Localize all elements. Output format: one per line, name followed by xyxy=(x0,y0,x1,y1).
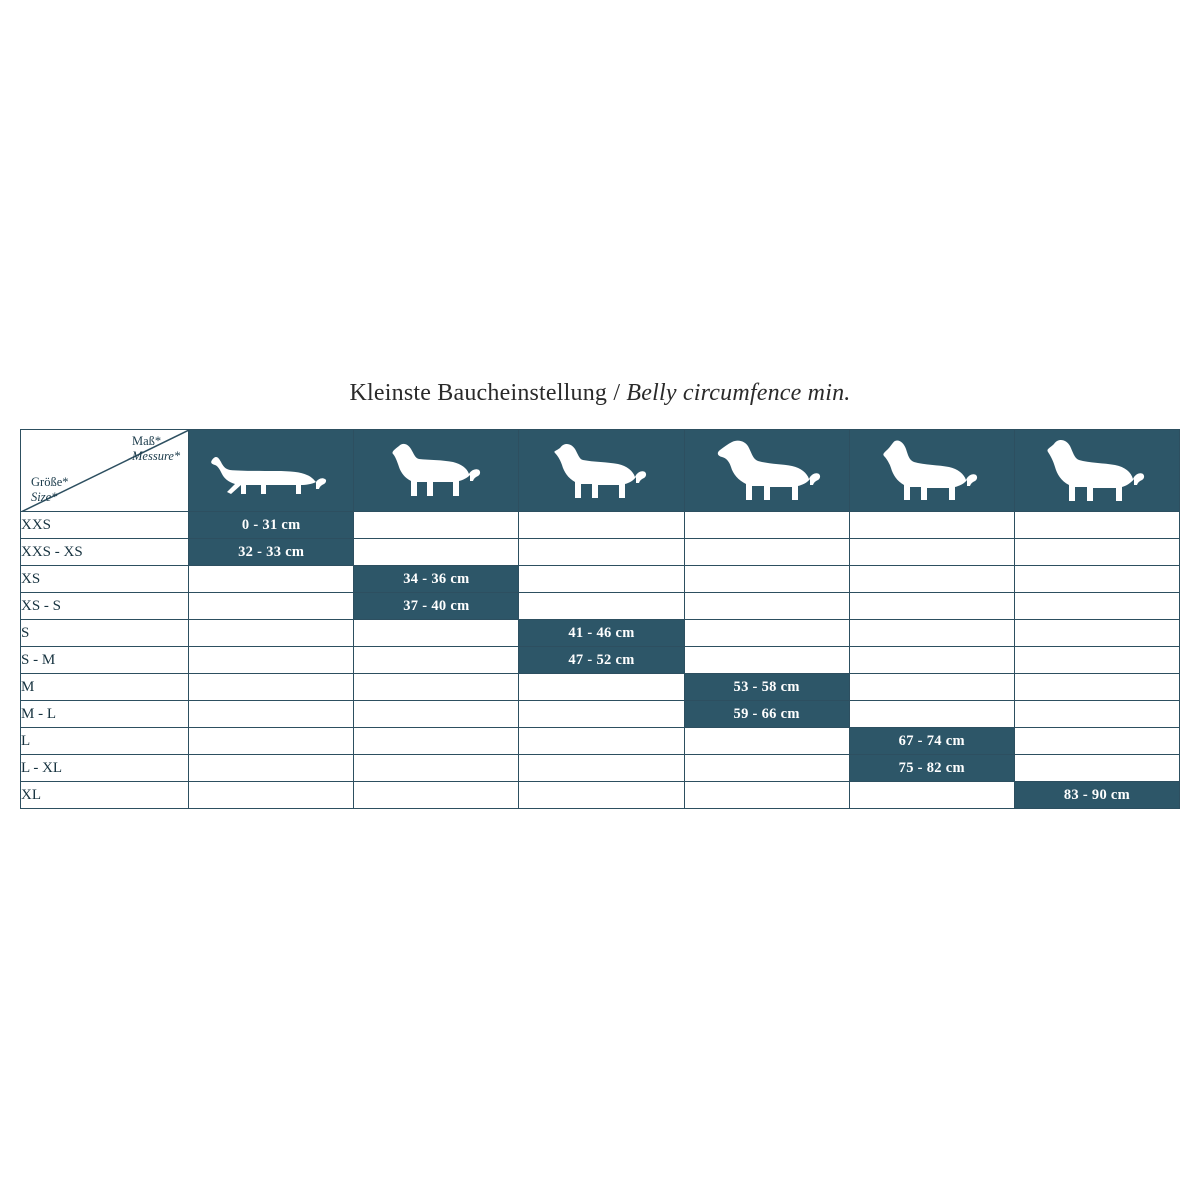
measurement-cell: 0 - 31 cm xyxy=(189,512,354,539)
empty-cell xyxy=(519,539,684,566)
empty-cell xyxy=(849,566,1014,593)
empty-cell xyxy=(519,728,684,755)
empty-cell xyxy=(354,728,519,755)
measurement-cell: 83 - 90 cm xyxy=(1014,782,1179,809)
empty-cell xyxy=(849,539,1014,566)
title-english: Belly circumfence min. xyxy=(626,380,851,406)
header-pointer-icon-cell xyxy=(519,430,684,512)
empty-cell xyxy=(684,566,849,593)
measurement-cell: 34 - 36 cm xyxy=(354,566,519,593)
empty-cell xyxy=(849,701,1014,728)
empty-cell xyxy=(354,782,519,809)
empty-cell xyxy=(519,701,684,728)
table-row xyxy=(21,701,1180,728)
great-dane-icon xyxy=(1038,436,1156,506)
size-header xyxy=(31,475,69,506)
title-separator: / xyxy=(613,380,621,406)
page-title xyxy=(20,380,1180,407)
pointer-icon xyxy=(546,438,656,504)
table-row xyxy=(21,782,1180,809)
empty-cell xyxy=(1014,674,1179,701)
header-great-dane-icon-cell xyxy=(1014,430,1179,512)
empty-cell xyxy=(354,539,519,566)
header-schnauzer-icon-cell xyxy=(684,430,849,512)
empty-cell xyxy=(519,782,684,809)
empty-cell xyxy=(684,782,849,809)
empty-cell xyxy=(1014,755,1179,782)
size-cell: L - XL xyxy=(21,755,189,782)
terrier-icon xyxy=(381,440,491,502)
measurement-cell: 59 - 66 cm xyxy=(684,701,849,728)
table-row xyxy=(21,566,1180,593)
table-row xyxy=(21,512,1180,539)
empty-cell xyxy=(849,512,1014,539)
empty-cell xyxy=(849,647,1014,674)
size-cell: S - M xyxy=(21,647,189,674)
measurement-cell: 53 - 58 cm xyxy=(684,674,849,701)
empty-cell xyxy=(1014,647,1179,674)
empty-cell xyxy=(519,566,684,593)
empty-cell xyxy=(1014,539,1179,566)
size-cell: XXS xyxy=(21,512,189,539)
empty-cell xyxy=(189,674,354,701)
empty-cell xyxy=(354,647,519,674)
shepherd-icon xyxy=(873,437,991,505)
header-shepherd-icon-cell xyxy=(849,430,1014,512)
empty-cell xyxy=(684,620,849,647)
measurement-cell: 47 - 52 cm xyxy=(519,647,684,674)
measurement-cell: 32 - 33 cm xyxy=(189,539,354,566)
table-row xyxy=(21,539,1180,566)
title-german: Kleinste Baucheinstellung xyxy=(349,380,608,406)
empty-cell xyxy=(684,647,849,674)
empty-cell xyxy=(1014,620,1179,647)
table-header-row xyxy=(21,430,1180,512)
empty-cell xyxy=(1014,728,1179,755)
empty-cell xyxy=(189,620,354,647)
empty-cell xyxy=(354,755,519,782)
dachshund-icon xyxy=(206,444,336,498)
empty-cell xyxy=(849,782,1014,809)
empty-cell xyxy=(189,755,354,782)
empty-cell xyxy=(189,782,354,809)
size-cell: XS xyxy=(21,566,189,593)
empty-cell xyxy=(189,593,354,620)
measurement-cell: 37 - 40 cm xyxy=(354,593,519,620)
size-cell: M xyxy=(21,674,189,701)
empty-cell xyxy=(684,593,849,620)
empty-cell xyxy=(1014,701,1179,728)
empty-cell xyxy=(519,512,684,539)
table-row xyxy=(21,593,1180,620)
empty-cell xyxy=(684,728,849,755)
table-row xyxy=(21,755,1180,782)
size-cell: L xyxy=(21,728,189,755)
measure-header xyxy=(132,434,180,465)
empty-cell xyxy=(354,620,519,647)
header-terrier-icon-cell xyxy=(354,430,519,512)
table-row xyxy=(21,620,1180,647)
empty-cell xyxy=(519,593,684,620)
table-row xyxy=(21,728,1180,755)
empty-cell xyxy=(354,512,519,539)
empty-cell xyxy=(189,728,354,755)
empty-cell xyxy=(849,593,1014,620)
size-chart xyxy=(20,380,1180,809)
size-cell: XXS - XS xyxy=(21,539,189,566)
table-row xyxy=(21,674,1180,701)
empty-cell xyxy=(189,647,354,674)
empty-cell xyxy=(684,755,849,782)
size-cell: XL xyxy=(21,782,189,809)
measure-label-de: Maß* xyxy=(132,434,162,448)
header-corner-cell xyxy=(21,430,189,512)
header-dachshund-icon-cell xyxy=(189,430,354,512)
empty-cell xyxy=(684,539,849,566)
empty-cell xyxy=(519,755,684,782)
empty-cell xyxy=(1014,566,1179,593)
empty-cell xyxy=(519,674,684,701)
size-cell: S xyxy=(21,620,189,647)
size-cell: M - L xyxy=(21,701,189,728)
measurement-cell: 75 - 82 cm xyxy=(849,755,1014,782)
measurement-cell: 41 - 46 cm xyxy=(519,620,684,647)
schnauzer-icon xyxy=(702,438,832,504)
empty-cell xyxy=(849,674,1014,701)
table-row xyxy=(21,647,1180,674)
size-table xyxy=(20,429,1180,809)
size-label-de: Größe* xyxy=(31,474,69,489)
empty-cell xyxy=(189,701,354,728)
empty-cell xyxy=(1014,512,1179,539)
size-label-en: Size* xyxy=(31,489,58,504)
empty-cell xyxy=(354,674,519,701)
empty-cell xyxy=(189,566,354,593)
measure-label-en: Messure* xyxy=(132,449,181,464)
empty-cell xyxy=(354,701,519,728)
empty-cell xyxy=(849,620,1014,647)
size-cell: XS - S xyxy=(21,593,189,620)
measurement-cell: 67 - 74 cm xyxy=(849,728,1014,755)
empty-cell xyxy=(684,512,849,539)
empty-cell xyxy=(1014,593,1179,620)
